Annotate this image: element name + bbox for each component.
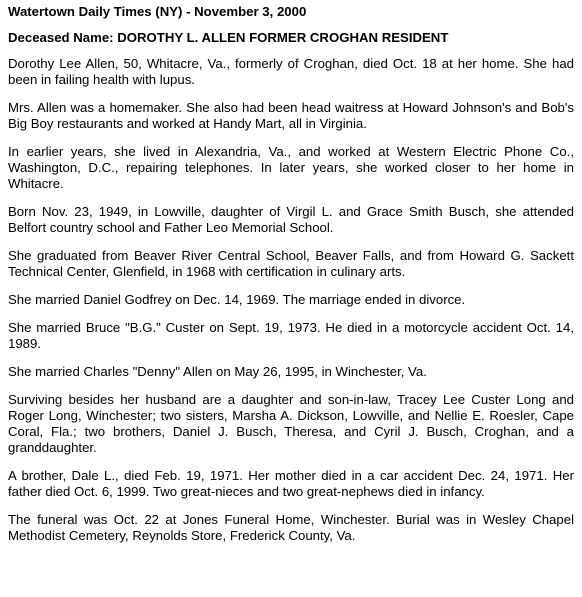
paragraph-7: She married Bruce "B.G." Custer on Sept. 19, 1973. He died in a motorcycle accident Oct. 14, 1989.	[8, 320, 574, 351]
paragraph-5: She graduated from Beaver River Central School, Beaver Falls, and from Howard G. Sackett Technical Center, Glenfield, in 1968 with certification in culinary arts.	[8, 248, 574, 279]
paragraph-4: Born Nov. 23, 1949, in Lowville, daughter of Virgil L. and Grace Smith Busch, she attended Belfort country school and Father Leo Memorial School.	[8, 204, 574, 235]
paragraph-1: Dorothy Lee Allen, 50, Whitacre, Va., formerly of Croghan, died Oct. 18 at her home. She had been in failing health with lupus.	[8, 56, 574, 87]
paragraph-3: In earlier years, she lived in Alexandria, Va., and worked at Western Electric Phone Co., Washington, D.C., repairing telephones. In later years, she worked closer to her home in Whitacre.	[8, 144, 574, 191]
paragraph-8: She married Charles "Denny" Allen on May 26, 1995, in Winchester, Va.	[8, 364, 427, 379]
paragraph-11: The funeral was Oct. 22 at Jones Funeral Home, Winchester. Burial was in Wesley Chapel Methodist Cemetery, Reynolds Store, Frederick County, Va.	[8, 512, 574, 543]
source-header: Watertown Daily Times (NY) - November 3, 2000	[8, 4, 307, 19]
paragraph-2: Mrs. Allen was a homemaker. She also had been head waitress at Howard Johnson's and Bob's Big Boy restaurants and worked at Handy Mart, all in Virginia.	[8, 100, 574, 131]
paragraph-10: A brother, Dale L., died Feb. 19, 1971. Her mother died in a car accident Dec. 24, 1971. Her father died Oct. 6, 1999. Two great-nieces and two great-nephews died in infancy.	[8, 468, 574, 499]
deceased-name-header: Deceased Name: DOROTHY L. ALLEN FORMER CROGHAN RESIDENT	[8, 30, 449, 45]
paragraph-6: She married Daniel Godfrey on Dec. 14, 1969. The marriage ended in divorce.	[8, 292, 466, 307]
paragraph-9: Surviving besides her husband are a daughter and son-in-law, Tracey Lee Custer Long and Roger Long, Winchester; two sisters, Marsha A. Dickson, Lowville, and Nellie E. Roesler, Cape Coral, Fla.; two brothers, Daniel J. Busch, Theresa, and Cyril J. Busch, Croghan, and a granddaughter.	[8, 392, 574, 455]
